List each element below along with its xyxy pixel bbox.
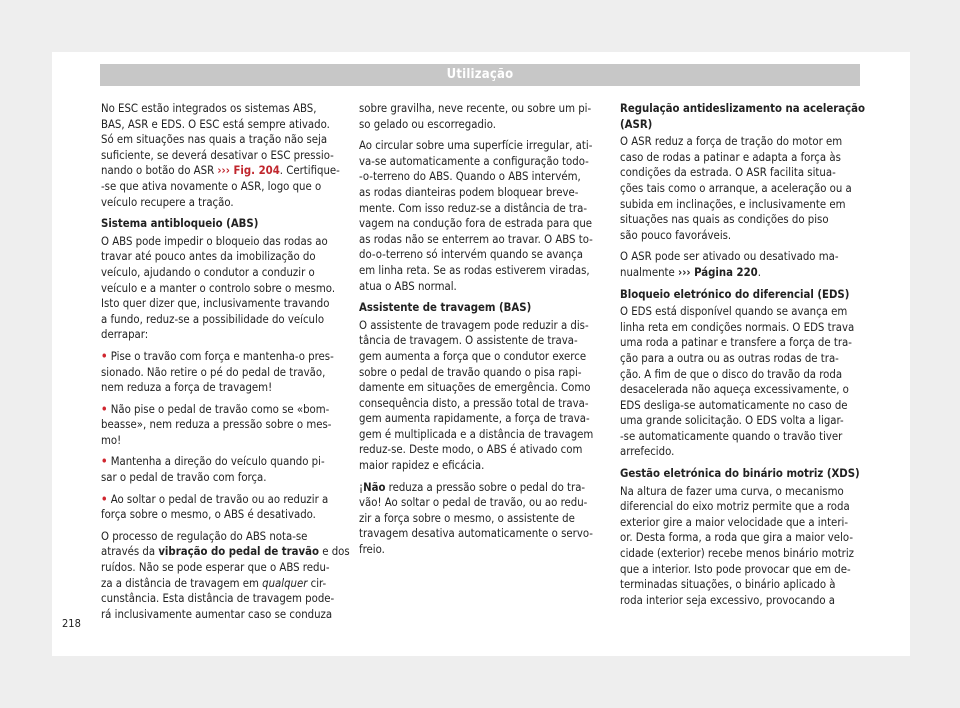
text-line: Isto quer dizer que, inclusivamente travando <box>101 297 330 311</box>
text-line: exterior gire a maior velocidade que a interi- <box>620 515 848 529</box>
eds-heading: Bloqueio eletrónico do diferencial (EDS) <box>620 287 850 301</box>
text-line: rá inclusivamente aumentar caso se conduza <box>101 607 333 621</box>
bullet-icon: • <box>101 402 108 416</box>
text-line: as rodas dianteiras podem bloquear breve- <box>359 185 579 199</box>
text-line: sobre o pedal de travão quando o pisa rapi- <box>359 365 582 379</box>
text-line: va-se automaticamente a configuração todo- <box>359 154 589 168</box>
text-line: linha reta em condições normais. O EDS trava <box>620 320 855 334</box>
text-line: O EDS está disponível quando se avança em <box>620 305 848 319</box>
text-line: sobre gravilha, neve recente, ou sobre um pi- <box>359 102 592 115</box>
text-line: vão! Ao soltar o pedal de travão, ou ao redu- <box>359 496 588 510</box>
text-line: beasse», nem reduza a pressão sobre o mes- <box>101 418 332 432</box>
xds-heading: Gestão eletrónica do binário motriz (XDS) <box>620 467 860 481</box>
offroad-abs-paragraph <box>359 138 599 294</box>
text-line: BAS, ASR e EDS. O ESC está sempre ativado. <box>101 117 330 131</box>
text-line: vagem na condução fora de estrada para que <box>359 217 593 231</box>
list-item <box>101 492 341 523</box>
text-line: condições da estrada. O ASR facilita situa- <box>620 166 836 180</box>
text-line: ruídos. Não se pode esperar que o ABS redu- <box>101 561 330 575</box>
text-line: Só em situações nas quais a tração não seja <box>101 133 328 147</box>
text-line: situações nas quais as condições do piso <box>620 213 829 227</box>
text-fragment: nando o botão do ASR <box>101 164 218 178</box>
text-line: uma roda a patinar e transfere a força de tra- <box>620 336 852 350</box>
page-number: 218 <box>62 617 81 630</box>
text-line: consequência disto, a pressão total de trava- <box>359 396 589 410</box>
text-line: mo! <box>101 433 122 447</box>
text-line: são pouco favoráveis. <box>620 228 732 242</box>
bas-heading: Assistente de travagem (BAS) <box>359 301 532 315</box>
text-line: caso de rodas a patinar e adapta a força às <box>620 150 841 164</box>
text-line: diferencial do eixo motriz permite que a roda <box>620 500 850 514</box>
text-line: -o-terreno do ABS. Quando o ABS intervém, <box>359 170 581 184</box>
text-line: derrapar: <box>101 328 149 342</box>
text-line: em linha reta. Se as rodas estiverem viradas, <box>359 263 590 277</box>
regulation-paragraph <box>101 529 350 623</box>
text-fragment: nualmente <box>620 265 679 279</box>
bullet-icon: • <box>101 455 108 469</box>
list-item <box>101 454 341 485</box>
text-line: Ao circular sobre uma superfície irregular, ati- <box>359 139 593 153</box>
text-line: ção. A fim de que o disco do travão da roda <box>620 367 843 381</box>
text-fragment: za a distância de travagem em <box>101 576 263 590</box>
text-line <box>101 349 341 365</box>
text-fragment: através da <box>101 545 159 559</box>
text-line: sionado. Não retire o pé do pedal de travão, <box>101 365 326 379</box>
text-fragment: reduza a pressão sobre o pedal do tra- <box>385 480 586 494</box>
text-line: -se automaticamente quando o travão tiver <box>620 429 843 443</box>
text-fragment: Não pise o pedal de travão como se «bom- <box>110 402 330 416</box>
text-line <box>359 480 599 496</box>
text-line: veículo recupere a tração. <box>101 195 234 209</box>
text-line: ções tais como o arranque, a aceleração ou a <box>620 181 852 195</box>
text-fragment: ¡ <box>359 480 364 494</box>
text-line: so gelado ou escorregadio. <box>359 117 497 131</box>
text-column-1 <box>101 101 350 628</box>
text-fragment: Pise o travão com força e mantenha-o pres- <box>110 349 334 363</box>
text-line: reduz-se. Deste modo, o ABS é ativado com <box>359 443 583 457</box>
text-line: desacelerada não aqueça excessivamente, o <box>620 383 849 397</box>
text-line: O ASR pode ser ativado ou desativado ma- <box>620 250 839 264</box>
text-line <box>620 265 860 281</box>
bullet-icon: • <box>101 492 108 506</box>
warning-paragraph <box>359 480 599 558</box>
text-line: travar até pouco antes da imobilização do <box>101 250 316 264</box>
asr-paragraph <box>620 134 860 243</box>
text-line <box>101 402 341 418</box>
figure-reference-link[interactable]: ››› Fig. 204 <box>217 164 280 178</box>
text-line: força sobre o mesmo, o ABS é desativado. <box>101 508 316 522</box>
text-line: que a interior. Isto pode provocar que em de- <box>620 562 851 576</box>
asr-heading <box>620 101 865 132</box>
text-fragment: . Certifique- <box>279 164 340 178</box>
text-column-3 <box>620 101 865 614</box>
text-line: tância de travagem. O assistente de trava- <box>359 334 578 348</box>
list-item <box>101 402 341 449</box>
text-line <box>101 163 341 179</box>
text-line: cunstância. Esta distância de travagem pode- <box>101 592 335 606</box>
xds-paragraph <box>620 484 860 609</box>
text-line: suficiente, se deverá desativar o ESC pressio- <box>101 148 334 162</box>
text-line: sar o pedal de travão com força. <box>101 471 267 485</box>
text-line: gem aumenta a força que o condutor exerce <box>359 349 587 363</box>
abs-paragraph <box>101 234 341 343</box>
text-line: O ASR reduz a força de tração do motor em <box>620 135 843 149</box>
text-line: as rodas não se enterrem ao travar. O ABS to- <box>359 232 593 246</box>
text-fragment: e dos <box>318 545 350 559</box>
section-header <box>100 64 860 86</box>
text-line <box>101 492 341 508</box>
page-reference-link[interactable]: ››› Página 220 <box>678 265 758 279</box>
bold-text: vibração do pedal de travão <box>158 545 319 559</box>
eds-paragraph <box>620 304 860 460</box>
text-line: -se que ativa novamente o ASR, logo que o <box>101 179 322 193</box>
bas-paragraph <box>359 318 599 474</box>
text-line: zir a força sobre o mesmo, o assistente de <box>359 511 575 525</box>
text-line: terminadas situações, o binário aplicado à <box>620 578 836 592</box>
text-line: veículo, ajudando o condutor a conduzir o <box>101 265 315 279</box>
bullet-icon: • <box>101 349 108 363</box>
text-line: cidade (exterior) recebe menos binário motriz <box>620 547 855 561</box>
text-line: nem reduza a força de travagem! <box>101 381 273 395</box>
text-line: O processo de regulação do ABS nota-se <box>101 529 308 543</box>
text-line: subida em inclinações, e inclusivamente em <box>620 197 846 211</box>
list-item <box>101 349 341 396</box>
text-line <box>101 544 350 560</box>
text-line: gem é multiplicada e a distância de travagem <box>359 427 594 441</box>
text-line <box>101 454 341 470</box>
italic-text: qualquer <box>262 576 308 590</box>
text-line: travagem desativa automaticamente o servo- <box>359 527 593 541</box>
text-fragment: Mantenha a direção do veículo quando pi- <box>110 455 325 469</box>
text-line: O assistente de travagem pode reduzir a dis- <box>359 318 589 332</box>
abs-heading: Sistema antibloqueio (ABS) <box>101 217 259 231</box>
text-line <box>101 576 341 592</box>
text-fragment: cir- <box>307 576 327 590</box>
text-line: damente em situações de emergência. Como <box>359 381 591 395</box>
text-line: do-o-terreno só intervém quando se avança <box>359 248 583 262</box>
text-line: uma grande solicitação. O EDS volta a ligar- <box>620 414 844 428</box>
text-line: O ABS pode impedir o bloqueio das rodas ao <box>101 234 328 248</box>
text-line: No ESC estão integrados os sistemas ABS, <box>101 102 317 115</box>
section-title: Utilização <box>446 67 514 82</box>
intro-paragraph <box>101 101 341 210</box>
asr-toggle-paragraph <box>620 249 860 280</box>
text-line: roda interior seja excessivo, provocando a <box>620 593 836 607</box>
text-line: Na altura de fazer uma curva, o mecanismo <box>620 484 844 498</box>
text-fragment: Ao soltar o pedal de travão ou ao reduzir a <box>110 492 329 506</box>
text-line: (ASR) <box>620 117 653 131</box>
text-line: arrefecido. <box>620 445 675 459</box>
paragraph <box>359 101 599 132</box>
text-line: veículo e a manter o controlo sobre o mesmo. <box>101 281 336 295</box>
text-line: a fundo, reduz-se a possibilidade do veículo <box>101 312 325 326</box>
text-line: Regulação antideslizamento na aceleração <box>620 102 865 115</box>
text-column-2 <box>359 101 599 564</box>
text-line: ção para a outra ou as outras rodas de tra- <box>620 351 839 365</box>
bold-text: Não <box>363 480 386 494</box>
text-fragment: . <box>757 265 761 279</box>
text-line: gem aumenta rapidamente, a força de trava- <box>359 412 590 426</box>
text-line: mente. Com isso reduz-se a distância de tra- <box>359 201 587 215</box>
text-line: atua o ABS normal. <box>359 279 457 293</box>
text-line: or. Desta forma, a roda que gira a maior velo- <box>620 531 853 545</box>
text-line: freio. <box>359 543 385 557</box>
text-line: EDS desliga-se automaticamente no caso de <box>620 398 848 412</box>
text-line: maior rapidez e eficácia. <box>359 459 485 473</box>
